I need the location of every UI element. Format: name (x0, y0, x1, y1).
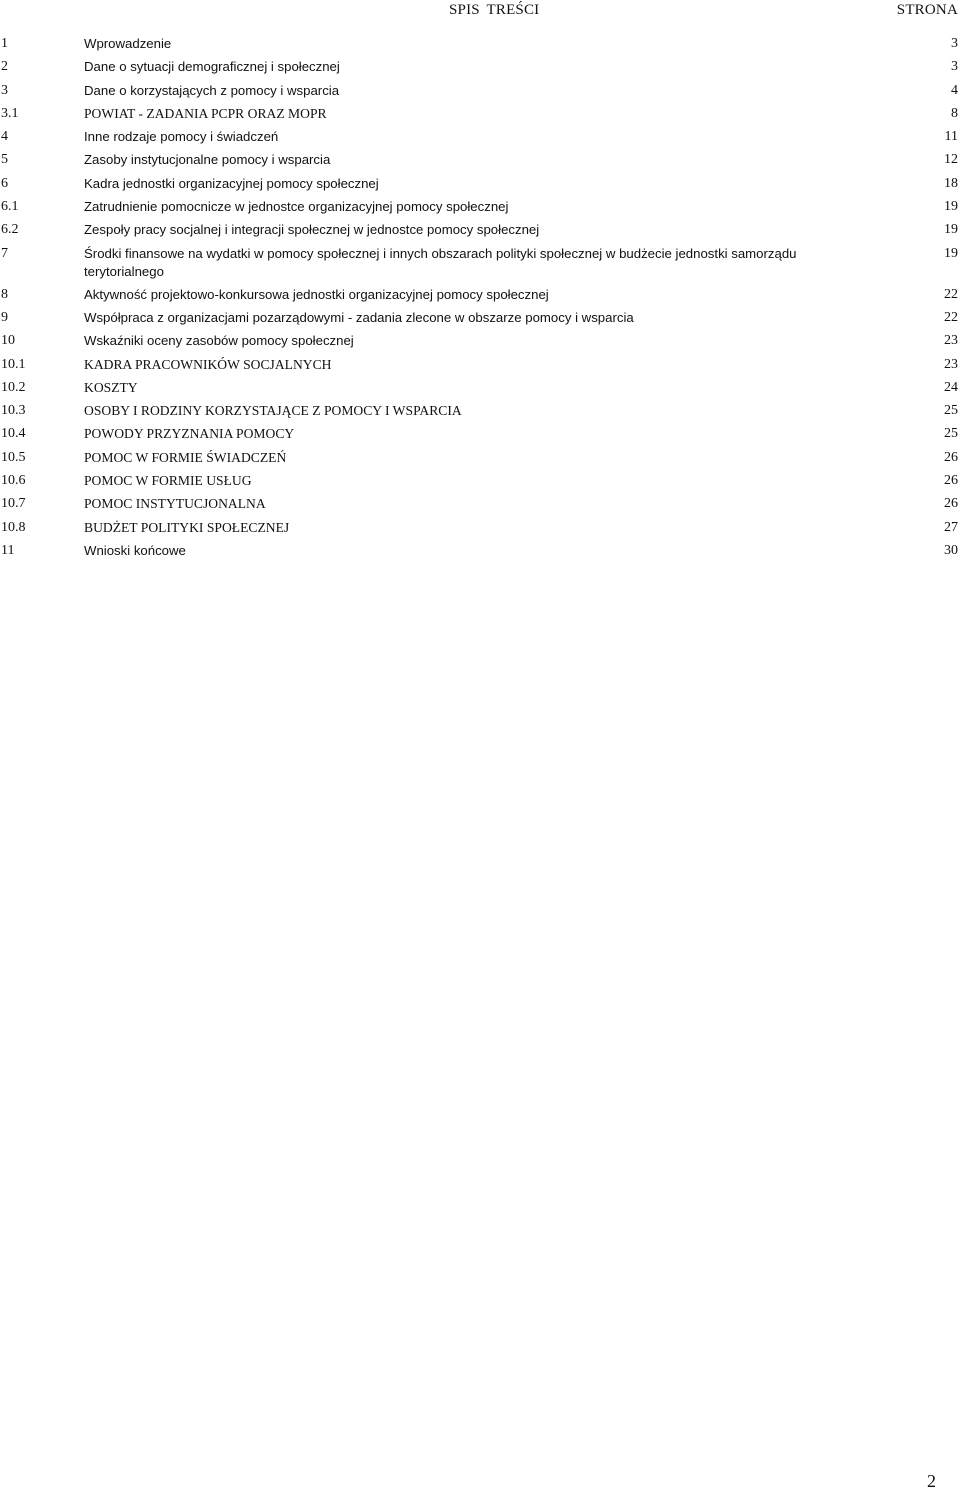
toc-entry-page: 27 (944, 519, 958, 535)
toc-entry-title: Kadra jednostki organizacyjnej pomocy społecznej (84, 175, 379, 191)
toc-entry[interactable] (0, 56, 960, 79)
toc-heading: SPIS TREŚCI (449, 2, 540, 18)
toc-entry[interactable] (0, 173, 960, 196)
toc-entry-number: 10.3 (1, 403, 26, 419)
toc-entry-title: POWODY PRZYZNANIA POMOCY (84, 426, 295, 442)
toc-entry-number: 10 (1, 333, 15, 349)
toc-entry-number: 9 (1, 309, 8, 325)
toc-entry-page: 19 (944, 222, 958, 238)
toc-entry-number: 10.7 (1, 496, 26, 512)
toc-entry[interactable] (0, 377, 960, 400)
toc-entry-page: 8 (951, 105, 958, 121)
toc-entry-page: 22 (944, 309, 958, 325)
toc-entry-page: 26 (944, 449, 958, 465)
toc-entry-title: Zatrudnienie pomocnicze w jednostce organizacyjnej pomocy społecznej (84, 199, 509, 215)
toc-entry-title: Środki finansowe na wydatki w pomocy społecznej i innych obszarach polityki społecznej w budżecie jednostki samorządu terytorialnego (84, 245, 797, 279)
toc-entry-page: 25 (944, 403, 958, 419)
toc-entry-title: Dane o korzystających z pomocy i wsparcia (84, 82, 340, 98)
toc-entry-title: Wnioski końcowe (84, 542, 186, 558)
toc-entry-number: 2 (1, 59, 8, 75)
toc-entry-page: 12 (944, 152, 958, 168)
toc-entry-number: 8 (1, 286, 8, 302)
toc-entry-page: 3 (951, 36, 958, 51)
toc-entry-title: Zespoły pracy socjalnej i integracji społecznej w jednostce pomocy społecznej (84, 222, 540, 238)
toc-entry-number: 6.2 (1, 222, 19, 238)
toc-entry-title: BUDŻET POLITYKI SPOŁECZNEJ (84, 519, 290, 535)
toc-entry[interactable] (0, 400, 960, 423)
toc-entry-title: OSOBY I RODZINY KORZYSTAJĄCE Z POMOCY I WSPARCIA (84, 403, 462, 419)
toc-entry-title: Wprowadzenie (84, 36, 172, 51)
toc-entry[interactable] (0, 447, 960, 470)
toc-entry-title: Współpraca z organizacjami pozarządowymi - zadania zlecone w obszarze pomocy i wsparcia (84, 309, 634, 325)
toc-header (0, 0, 960, 24)
toc-entry-number: 3 (1, 82, 8, 98)
toc-entry[interactable] (0, 540, 960, 563)
toc-entry[interactable] (0, 330, 960, 353)
toc-entry-title: POWIAT - ZADANIA PCPR ORAZ MOPR (84, 105, 327, 121)
toc-entry[interactable] (0, 219, 960, 242)
toc-entry-title: KADRA PRACOWNIKÓW SOCJALNYCH (84, 356, 332, 372)
toc-entry-number: 1 (1, 36, 8, 51)
page-column-heading: STRONA (896, 2, 958, 18)
toc-entry-page: 25 (944, 426, 958, 442)
toc-entry-number: 10.4 (1, 426, 26, 442)
toc-entry-page: 22 (944, 286, 958, 302)
toc-entry-number: 10.8 (1, 519, 26, 535)
toc-entry-number: 3.1 (1, 105, 19, 121)
toc-entry-page: 3 (951, 59, 958, 75)
toc-entry-title: POMOC INSTYTUCJONALNA (84, 496, 266, 512)
table-of-contents (0, 33, 960, 563)
toc-entry-number: 10.2 (1, 379, 26, 395)
toc-entry-page: 23 (944, 333, 958, 349)
toc-entry-title: Inne rodzaje pomocy i świadczeń (84, 129, 279, 145)
toc-entry-page: 23 (944, 356, 958, 372)
toc-entry-title: Dane o sytuacji demograficznej i społecznej (84, 59, 340, 75)
toc-entry[interactable] (0, 149, 960, 172)
toc-entry-number: 4 (1, 129, 8, 145)
page-number: 2 (927, 1471, 936, 1491)
toc-entry-title: POMOC W FORMIE ŚWIADCZEŃ (84, 449, 287, 465)
toc-entry-page: 19 (944, 245, 958, 261)
toc-entry[interactable] (0, 126, 960, 149)
toc-entry-page: 19 (944, 199, 958, 215)
toc-entry-number: 11 (1, 542, 15, 558)
toc-entry-number: 6.1 (1, 199, 19, 215)
toc-entry[interactable] (0, 103, 960, 126)
toc-entry-page: 26 (944, 496, 958, 512)
toc-entry-page: 26 (944, 473, 958, 489)
toc-entry-number: 10.5 (1, 449, 26, 465)
toc-entry[interactable] (0, 423, 960, 446)
toc-entry[interactable] (0, 33, 960, 56)
toc-entry[interactable] (0, 80, 960, 103)
toc-entry[interactable] (0, 307, 960, 330)
toc-entry-number: 6 (1, 175, 8, 191)
toc-entry-page: 11 (944, 129, 958, 145)
toc-entry[interactable] (0, 517, 960, 540)
toc-entry-page: 4 (951, 82, 958, 98)
toc-entry-title: Wskaźniki oceny zasobów pomocy społecznej (84, 333, 354, 349)
toc-entry-title: POMOC W FORMIE USŁUG (84, 473, 252, 489)
toc-entry-number: 7 (1, 245, 8, 261)
toc-entry-number: 5 (1, 152, 8, 168)
toc-entry[interactable] (0, 196, 960, 219)
toc-entry[interactable] (0, 493, 960, 516)
toc-entry-page: 18 (944, 175, 958, 191)
toc-entry[interactable] (0, 354, 960, 377)
toc-entry[interactable] (0, 470, 960, 493)
toc-entry[interactable] (0, 243, 960, 284)
toc-entry-title: Zasoby instytucjonalne pomocy i wsparcia (84, 152, 331, 168)
toc-entry-number: 10.1 (1, 356, 26, 372)
toc-entry-title: KOSZTY (84, 379, 138, 395)
toc-entry-page: 24 (944, 379, 958, 395)
toc-entry-number: 10.6 (1, 473, 26, 489)
toc-entry-title: Aktywność projektowo-konkursowa jednostki organizacyjnej pomocy społecznej (84, 286, 549, 302)
toc-entry[interactable] (0, 284, 960, 307)
toc-entry-page: 30 (944, 542, 958, 558)
